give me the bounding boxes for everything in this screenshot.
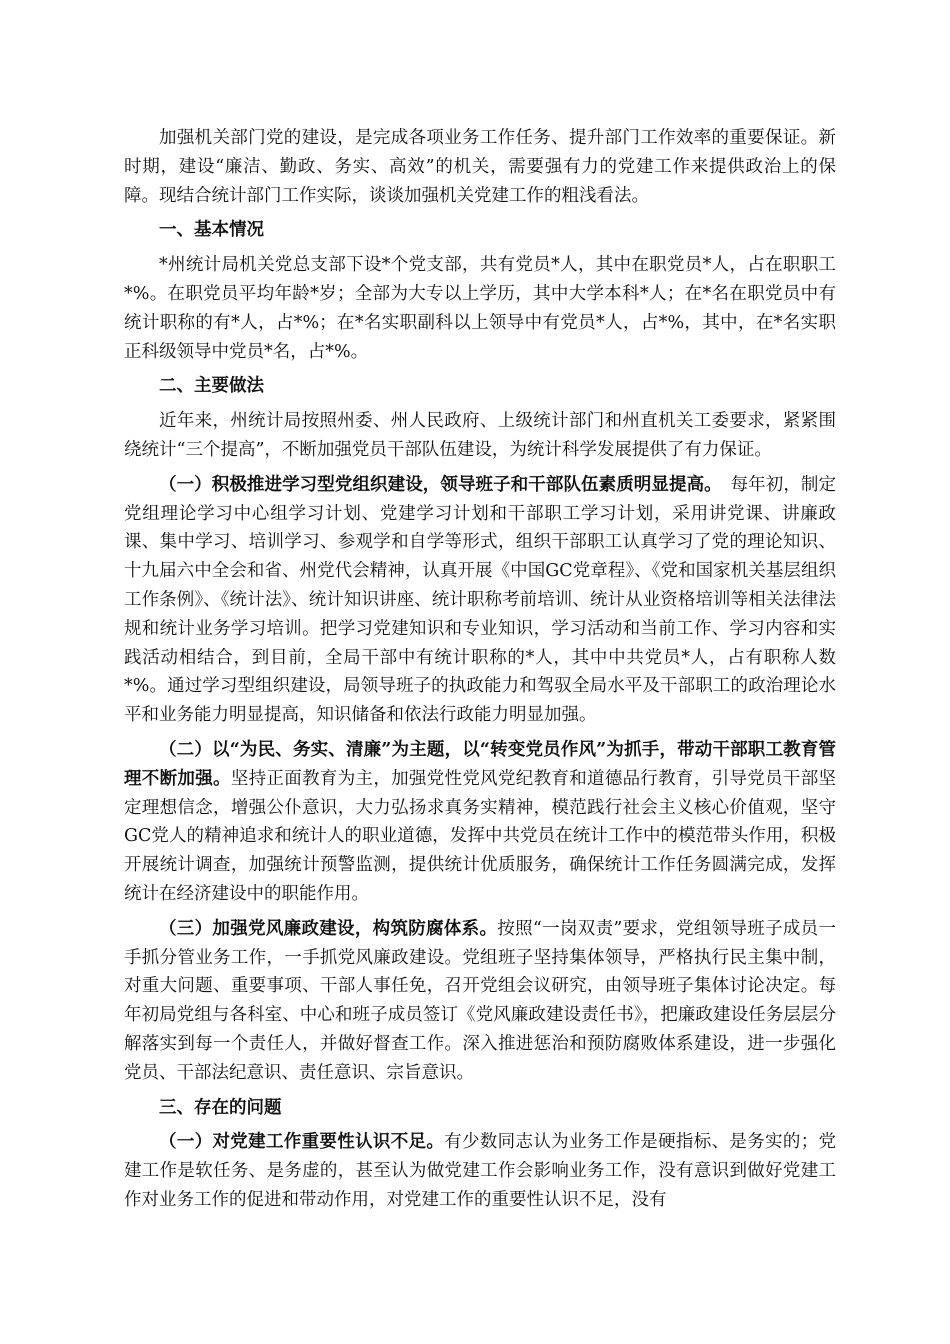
intro-paragraph: 加强机关部门党的建设，是完成各项业务工作任务、提升部门工作效率的重要保证。新时期，建设“廉洁、勤政、务实、高效”的机关，需要强有力的党建工作来提供政治上的保障。现结合统计部门工作实际，谈谈加强机关党建工作的粗浅看法。 bbox=[124, 128, 836, 206]
practice-item-1-lead: （一）积极推进学习型党组织建设，领导班子和干部队伍素质明显提高。 bbox=[159, 474, 713, 495]
practice-item-3-lead: （三）加强党风廉政建设，构筑防腐体系。 bbox=[159, 918, 498, 939]
document-page bbox=[124, 124, 836, 1221]
practice-item-3-text: 按照“一岗双责”要求，党组领导班子成员一手抓分管业务工作，一手抓党风廉政建设。党组班子坚持集体领导，严格执行民主集中制，对重大问题、重要事项、干部人事任免，召开党组会议研究，由领导班子集体讨论决定。每年初局党组与各科室、中心和班子成员签订《党风廉政建设责任书》，把廉政建设任务层层分解落实到每一个责任人，并做好督查工作。深入推进惩治和预防腐败体系建设，进一步强化党员、干部法纪意识、责任意识、宗旨意识。 bbox=[124, 918, 836, 1083]
section-heading-problems: 三、存在的问题 bbox=[159, 1097, 282, 1118]
problem-item-1 bbox=[124, 1128, 836, 1214]
practice-item-1-text: 每年初，制定党组理论学习中心组学习计划、党建学习计划和干部职工学习计划，采用讲党课、讲廉政课、集中学习、培训学习、参观学和自学等形式，组织干部职工认真学习了党的理论知识、十九届六中全会和省、州党代会精神，认真开展《中国GC党章程》、《党和国家机关基层组织工作条例》、《统计法》、统计知识讲座、统计职称考前培训、统计从业资格培训等相关法律法规和统计业务学习培训。把学习党建知识和专业知识，学习活动和当前工作、学习内容和实践活动相结合，到目前，全局干部中有统计职称的*人，其中中共党员*人，占有职称人数*%。通过学习型组织建设，局领导班子的执政能力和驾驭全局水平及干部职工的政治理论水平和业务能力明显提高，知识储备和依法行政能力明显加强。 bbox=[124, 474, 836, 726]
section-heading-basic-situation: 一、基本情况 bbox=[159, 220, 264, 241]
practice-item-2-lead: （二）以“为民、务实、清廉”为主题，以“转变党员作风”为抓手，带动干部职工教育管理不断加强。 bbox=[124, 739, 836, 789]
problem-item-1-lead: （一）对党建工作重要性认识不足。 bbox=[159, 1132, 445, 1153]
section-heading-main-practices: 二、主要做法 bbox=[159, 376, 264, 397]
practice-item-2 bbox=[124, 736, 836, 909]
practice-item-3 bbox=[124, 915, 836, 1088]
basic-situation-paragraph: *州统计局机关党总支部下设*个党支部，共有党员*人，其中在职党员*人，占在职职工*%。在职党员平均年龄*岁；全部为大专以上学历，其中大学本科*人；在*名在职党员中有统计职称的有*人，占*%；在*名实职副科以上领导中有党员*人，占*%，其中，在*名实职正科级领导中党员*名，占*%。 bbox=[124, 255, 836, 362]
main-practices-intro: 近年来，州统计局按照州委、州人民政府、上级统计部门和州直机关工委要求，紧紧围绕统计“三个提高”，不断加强党员干部队伍建设，为统计科学发展提供了有力保证。 bbox=[124, 411, 836, 460]
practice-item-1 bbox=[124, 471, 836, 730]
problem-item-1-text: 有少数同志认为业务工作是硬指标、是务实的；党建工作是软任务、是务虚的，甚至认为做党建工作会影响业务工作，没有意识到做好党建工作对业务工作的促进和带动作用，对党建工作的重要性认识不足，没有 bbox=[124, 1132, 837, 1210]
practice-item-2-text: 坚持正面教育为主，加强党性党风党纪教育和道德品行教育，引导党员干部坚定理想信念，增强公仆意识，大力弘扬求真务实精神，模范践行社会主义核心价值观，坚守GC党人的精神追求和统计人的职业道德，发挥中共党员在统计工作中的模范带头作用，积极开展统计调查，加强统计预警监测，提供统计优质服务，确保统计工作任务圆满完成，发挥统计在经济建设中的职能作用。 bbox=[124, 768, 837, 904]
